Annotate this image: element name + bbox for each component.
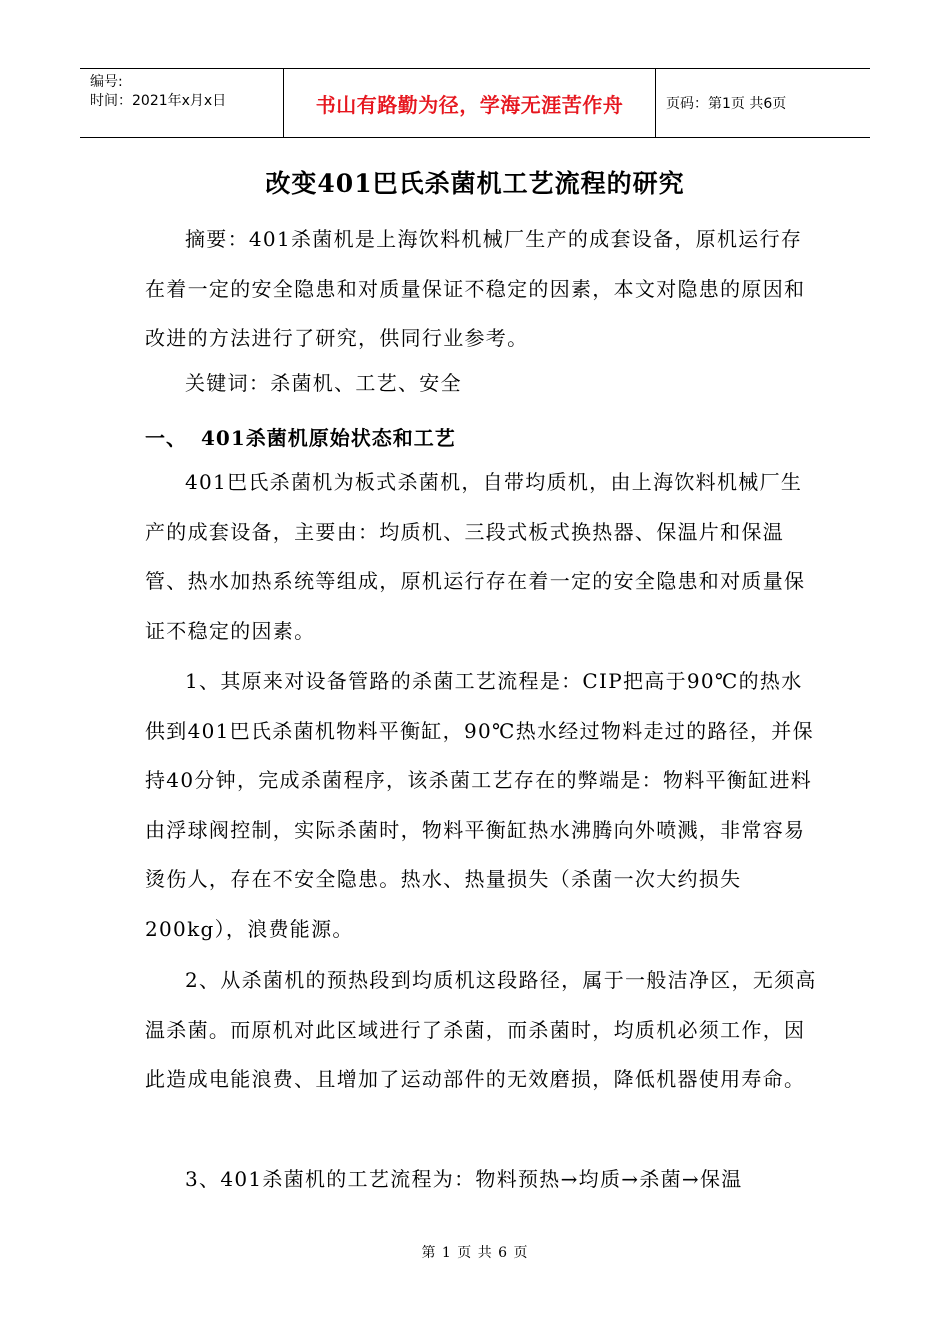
page-footer: 第 1 页 共 6 页 <box>421 1245 529 1261</box>
body-paragraph-2: 1、其原来对设备管路的杀菌工艺流程是：CIP把高于90℃的热水供到401巴氏杀菌机物料平衡缸，90℃热水经过物料走过的路径，并保持40分钟，完成杀菌程序，该杀菌工艺存在的弊端是：物料平衡缸进料由浮球阀控制，实际杀菌时，物料平衡缸热水沸腾向外喷溅，非常容易烫伤人，存在不安全隐患。热水、热量损失（杀菌一次大约损失200kg），浪费能源。 <box>145 669 814 941</box>
document-title: 改变401巴氏杀菌机工艺流程的研究 <box>265 169 685 198</box>
header-table <box>80 68 870 138</box>
document-number-label: 编号: <box>90 74 123 90</box>
header-meta <box>80 69 283 137</box>
section-1-heading <box>145 422 820 451</box>
body-paragraph-1: 401巴氏杀菌机为板式杀菌机，自带均质机，由上海饮料机械厂生产的成套设备，主要由：均质机、三段式板式换热器、保温片和保温管、热水加热系统等组成，原机运行存在着一定的安全隐患和对质量保证不稳定的因素。 <box>145 470 806 643</box>
header-motto: 书山有路勤为径，学海无涯苦作舟 <box>315 92 624 117</box>
body-paragraph-3: 2、从杀菌机的预热段到均质机这段路径，属于一般洁净区，无须高温杀菌。而原机对此区域进行了杀菌，而杀菌时，均质机必须工作，因此造成电能浪费、且增加了运动部件的无效磨损，降低机器使用寿命。 <box>145 968 817 1092</box>
section-1-title: 401杀菌机原始状态和工艺 <box>201 426 456 450</box>
section-1-number: 一、 <box>145 426 187 450</box>
body-paragraph-4: 3、401杀菌机的工艺流程为：物料预热→均质→杀菌→保温 <box>185 1167 743 1191</box>
abstract-paragraph: 摘要：401杀菌机是上海饮料机械厂生产的成套设备，原机运行存在着一定的安全隐患和对质量保证不稳定的因素，本文对隐患的原因和改进的方法进行了研究，供同行业参考。 <box>145 227 806 351</box>
header-page-label: 页码：第1页 共6页 <box>666 96 787 112</box>
header-page-cell <box>656 69 870 137</box>
keywords-line: 关键词：杀菌机、工艺、安全 <box>185 371 462 395</box>
document-date-label: 时间：2021年x月x日 <box>90 93 227 109</box>
header-motto-cell <box>283 69 656 137</box>
